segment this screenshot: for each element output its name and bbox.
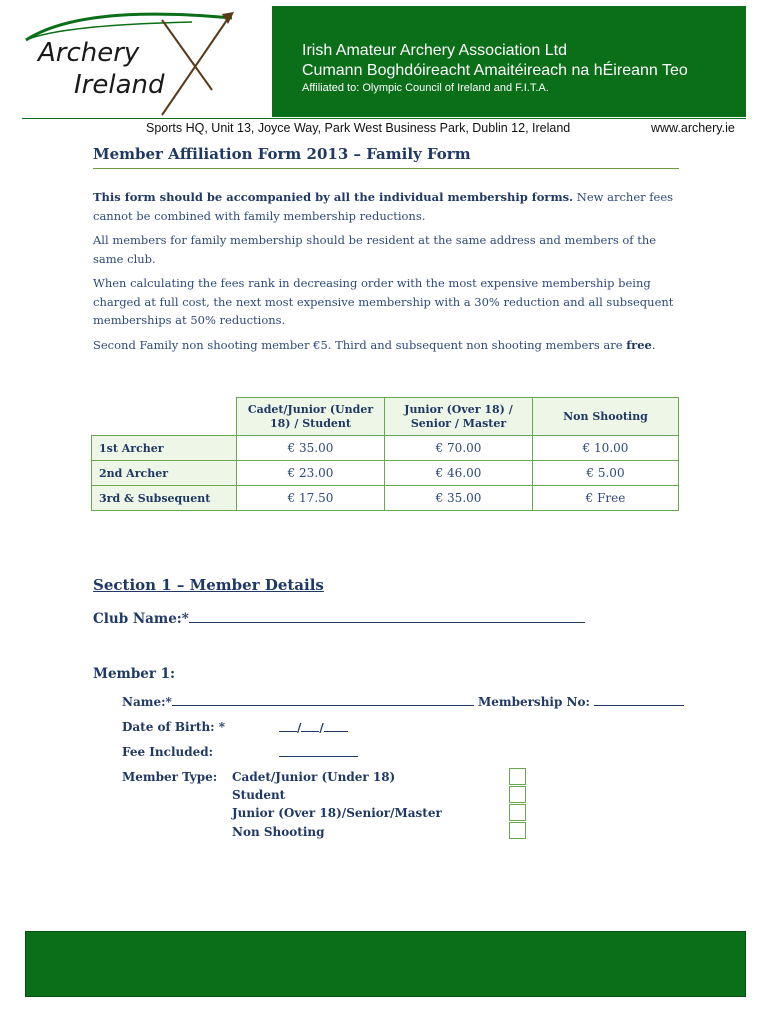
club-name-label: Club Name:*	[93, 611, 189, 627]
dob-year-field[interactable]	[324, 720, 348, 732]
fee-cell: € 17.50	[237, 486, 385, 511]
instructions-paragraph-2: All members for family membership should be resident at the same address and members of the same club.	[93, 233, 657, 266]
row-label: 2nd Archer	[92, 461, 237, 486]
instructions-bold: This form should be accompanied by all the individual membership forms.	[93, 190, 574, 204]
name-field[interactable]	[172, 694, 474, 706]
row-label: 1st Archer	[92, 436, 237, 461]
logo-text-ireland: Ireland	[74, 70, 165, 100]
postal-address: Sports HQ, Unit 13, Joyce Way, Park West Business Park, Dublin 12, Ireland	[146, 121, 571, 135]
dob-month-field[interactable]	[301, 720, 319, 732]
dob-separator: /	[319, 721, 324, 735]
member-type-label: Member Type:	[122, 770, 218, 784]
instructions-paragraph-1	[93, 188, 683, 225]
org-name-irish: Cumann Boghdóireacht Amaitéireach na hÉireann Teo	[302, 62, 688, 79]
instructions-text: New archer fees cannot be combined with family membership reductions.	[93, 190, 674, 223]
fee-cell: € 23.00	[237, 461, 385, 486]
header-divider	[22, 118, 746, 119]
org-name-english: Irish Amateur Archery Association Ltd	[302, 42, 568, 59]
club-name-field[interactable]	[189, 611, 585, 623]
checkbox-non-shooting[interactable]	[509, 822, 526, 839]
member-type-option: Cadet/Junior (Under 18)	[232, 770, 396, 784]
col-header-non-shooting: Non Shooting	[533, 398, 679, 436]
footer-band	[25, 931, 746, 997]
checkbox-senior-master[interactable]	[509, 804, 526, 821]
membership-no-field[interactable]	[594, 694, 684, 706]
dob-field[interactable]	[279, 720, 348, 735]
fee-cell: € Free	[533, 486, 679, 511]
instructions-paragraph-3: When calculating the fees rank in decreasing order with the most expensive membership being charged at full cost, the next most expensive membership with a 30% reduction and all subsequent memberships at 50% reductions.	[93, 276, 674, 327]
checkbox-student[interactable]	[509, 786, 526, 803]
affiliation-text: Affiliated to: Olympic Council of Ireland and F.I.T.A.	[302, 82, 549, 94]
member-heading: Member 1:	[93, 666, 176, 682]
membership-no-label: Membership No:	[477, 695, 590, 709]
logo-text-archery: Archery	[38, 38, 140, 68]
fee-cell: € 35.00	[237, 436, 385, 461]
table-row	[92, 436, 679, 461]
name-label: Name:*	[122, 695, 172, 709]
fee-table-header	[92, 398, 679, 436]
name-row	[122, 694, 684, 709]
fee-table-corner	[92, 398, 237, 436]
member-type-option: Student	[232, 788, 286, 802]
member-type-option: Junior (Over 18)/Senior/Master	[232, 806, 442, 820]
p4-end: .	[651, 338, 656, 352]
table-row	[92, 461, 679, 486]
col-header-senior: Junior (Over 18) / Senior / Master	[385, 398, 533, 436]
p4-free: free	[626, 338, 652, 352]
form-title: Member Affiliation Form 2013 – Family Form	[93, 145, 471, 163]
instructions-paragraph-4	[93, 336, 683, 355]
dob-separator: /	[297, 721, 302, 735]
fee-cell: € 70.00	[385, 436, 533, 461]
fee-table	[91, 397, 679, 511]
fee-included-label: Fee Included:	[122, 745, 214, 759]
dob-label: Date of Birth: *	[122, 720, 226, 734]
row-label: 3rd & Subsequent	[92, 486, 237, 511]
p4-start: Second Family non shooting member €5. Third and subsequent non shooting members are	[93, 338, 627, 352]
website-link[interactable]: www.archery.ie	[651, 121, 735, 135]
fee-cell: € 46.00	[385, 461, 533, 486]
col-header-cadet: Cadet/Junior (Under 18) / Student	[237, 398, 385, 436]
fee-included-row	[279, 745, 358, 760]
checkbox-cadet-junior[interactable]	[509, 768, 526, 785]
member-type-option: Non Shooting	[232, 825, 325, 839]
section-heading: Section 1 – Member Details	[93, 576, 324, 594]
club-name-row	[93, 611, 585, 627]
letterhead	[0, 0, 770, 135]
fee-cell: € 35.00	[385, 486, 533, 511]
title-underline	[93, 168, 679, 169]
dob-day-field[interactable]	[279, 720, 297, 732]
table-row	[92, 486, 679, 511]
fee-cell: € 10.00	[533, 436, 679, 461]
fee-included-field[interactable]	[279, 745, 358, 757]
fee-cell: € 5.00	[533, 461, 679, 486]
archery-ireland-logo	[22, 10, 272, 120]
